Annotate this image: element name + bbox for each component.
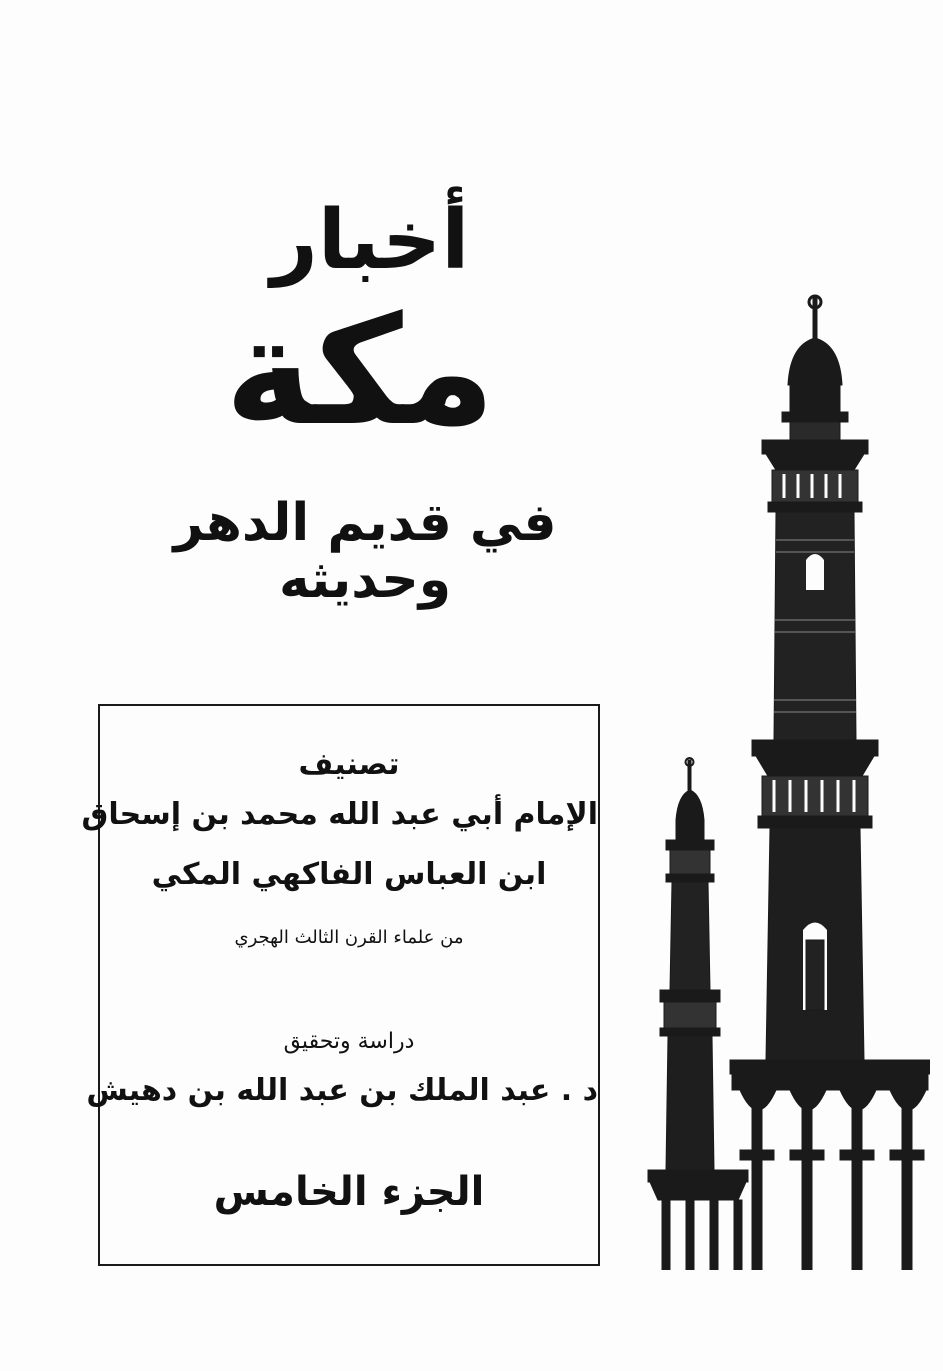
author-info-box: [81, 704, 600, 1266]
author-era: من علماء القرن الثالث الهجري: [234, 927, 464, 948]
author-name-line2: ابن العباس الفاكهي المكي: [151, 857, 547, 892]
title-makkah: مكة: [224, 285, 496, 459]
minarets-icon: [640, 290, 930, 1270]
title-akhbar: أخبار: [270, 193, 470, 288]
volume-label: الجزء الخامس: [213, 1169, 485, 1215]
authored-label: تصنيف: [298, 747, 400, 782]
subtitle: في قديم الدهر وحديثه: [173, 493, 557, 611]
author-name-line1: الإمام أبي عبد الله محمد بن إسحاق: [81, 797, 598, 832]
study-label: دراسة وتحقيق: [283, 1029, 415, 1054]
editor-name: د . عبد الملك بن عبد الله بن دهيش: [86, 1073, 598, 1108]
